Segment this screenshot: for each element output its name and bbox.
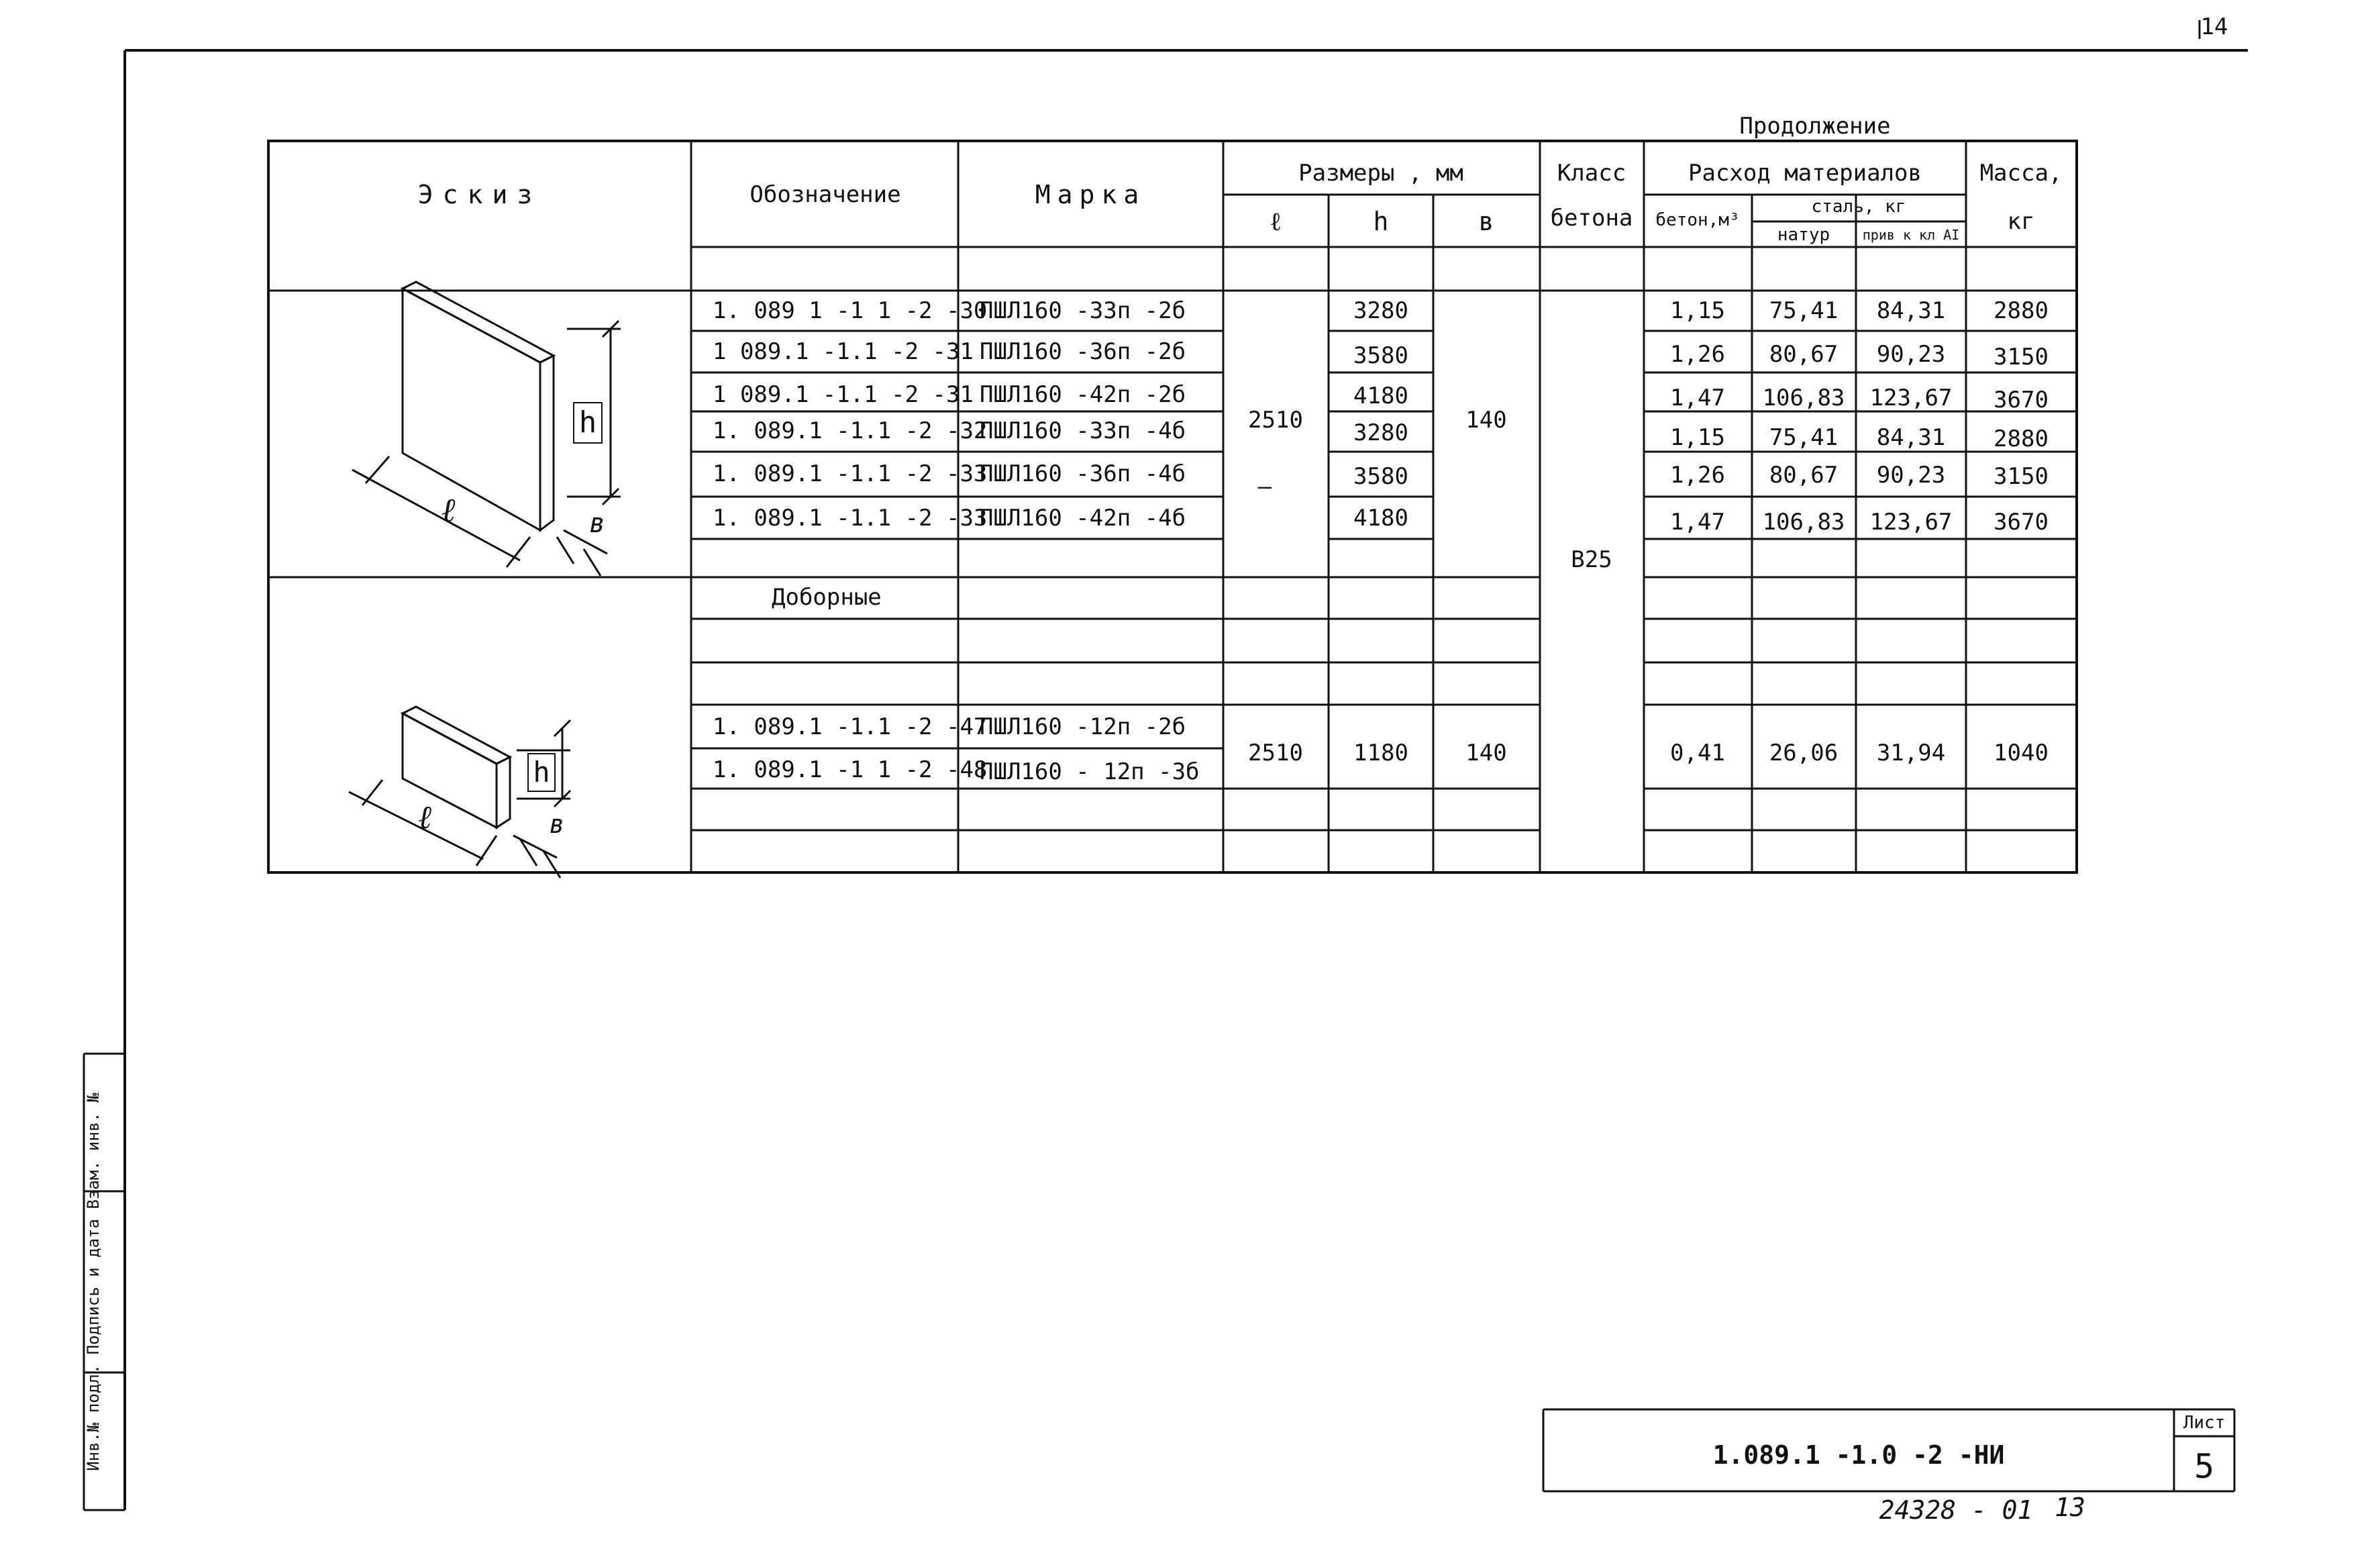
header-mark: Марка (1035, 180, 1146, 209)
row-6-designation: 1. 089.1 -1.1 -2 -33 (713, 505, 988, 532)
row-1-reduced: 84,31 (1876, 297, 1946, 324)
sheet-corner-number: 14 (2200, 13, 2228, 40)
sketch-small-b-label: в (549, 809, 565, 839)
extra-row-1-designation: 1. 089.1 -1.1 -2 -47 (713, 713, 988, 740)
extra-row-2-designation: 1. 089.1 -1 1 -2 -48 (713, 756, 988, 783)
header-concrete-m3: бетон,м³ (1655, 210, 1740, 230)
extra-h: 1180 (1353, 740, 1408, 766)
row-1-designation: 1. 089 1 -1 1 -2 -30 (713, 297, 988, 324)
row-5-mark: ПШЛ160 -36п -4б (980, 460, 1186, 487)
header-mass-2: кг (2007, 208, 2035, 235)
row-4-h: 3280 (1353, 419, 1408, 446)
row-5-concrete: 1,26 (1670, 462, 1725, 489)
row-3-natural: 106,83 (1762, 385, 1845, 411)
row-5-h: 3580 (1353, 463, 1408, 490)
header-dim-l: ℓ (1269, 207, 1282, 236)
header-dim-b: в (1478, 207, 1494, 236)
concrete-class-value: B25 (1571, 546, 1612, 573)
header-dimensions: Размеры , мм (1298, 160, 1463, 187)
row-2-mass: 3150 (1994, 344, 2049, 370)
sketch-small-l-label: ℓ (418, 799, 431, 836)
sketch-large-b-label: в (588, 508, 606, 539)
extra-mass: 1040 (1994, 740, 2049, 766)
main-b-value: 140 (1465, 407, 1507, 434)
header-class-1: Класс (1557, 160, 1626, 187)
header-sketch: Эскиз (417, 180, 542, 209)
row-6-h: 4180 (1353, 505, 1408, 532)
row-5-reduced: 90,23 (1876, 462, 1946, 489)
extra-l: 2510 (1248, 740, 1303, 766)
row-2-reduced: 90,23 (1876, 341, 1946, 368)
doc-code: 1.089.1 -1.0 -2 -НИ (1712, 1440, 2005, 1470)
row-2-h: 3580 (1353, 342, 1408, 369)
header-steel-kg: сталь, кг (1811, 197, 1906, 217)
row-6-concrete: 1,47 (1670, 509, 1725, 536)
row-6-reduced: 123,67 (1869, 509, 1953, 536)
row-1-mark: ПШЛ160 -33п -2б (980, 297, 1186, 324)
row-1-concrete: 1,15 (1670, 297, 1725, 324)
row-2-concrete: 1,26 (1670, 341, 1725, 368)
extra-concrete: 0,41 (1670, 740, 1725, 766)
row-4-reduced: 84,31 (1876, 424, 1946, 451)
sketch-small-h-label: h (533, 756, 550, 789)
row-6-mark: ПШЛ160 -42п -4б (980, 505, 1186, 532)
row-5-natural: 80,67 (1769, 462, 1839, 489)
row-3-concrete: 1,47 (1670, 385, 1725, 411)
row-3-mass: 3670 (1994, 387, 2049, 413)
sheet-label: Лист (2183, 1413, 2226, 1433)
row-4-concrete: 1,15 (1670, 424, 1725, 451)
row-4-designation: 1. 089.1 -1.1 -2 -32 (713, 417, 988, 444)
archive-number: 24328 - 01 (1879, 1495, 2033, 1525)
sketch-large-h-label: h (578, 405, 597, 440)
row-4-mass: 2880 (1994, 426, 2049, 452)
row-3-h: 4180 (1353, 383, 1408, 409)
continuation-label: Продолжение (1739, 113, 1891, 140)
sketch-large-l-label: ℓ (441, 491, 456, 530)
row-1-natural: 75,41 (1769, 297, 1839, 324)
main-l-value: 2510 (1248, 407, 1303, 434)
row-6-mass: 3670 (1994, 509, 2049, 536)
header-dim-h: h (1373, 207, 1389, 236)
extra-b: 140 (1465, 740, 1507, 766)
row-2-natural: 80,67 (1769, 341, 1839, 368)
header-class-2: бетона (1550, 205, 1633, 232)
main-dash: – (1257, 473, 1272, 500)
panel-sketch-small (349, 707, 570, 878)
header-natural: натур (1777, 225, 1830, 245)
extra-row-2-mark: ПШЛ160 - 12п -3б (980, 758, 1200, 785)
row-5-designation: 1. 089.1 -1.1 -2 -33 (713, 460, 988, 487)
extra-natural: 26,06 (1769, 740, 1839, 766)
extra-row-1-mark: ПШЛ160 -12п -2б (980, 713, 1186, 740)
row-4-natural: 75,41 (1769, 424, 1839, 451)
row-2-mark: ПШЛ160 -36п -2б (980, 338, 1186, 365)
row-1-h: 3280 (1353, 297, 1408, 324)
row-2-designation: 1 089.1 -1.1 -2 -31 (713, 338, 974, 365)
row-3-mark: ПШЛ160 -42п -2б (980, 381, 1186, 408)
extra-section-label: Доборные (772, 584, 882, 611)
sheet-number: 5 (2193, 1447, 2215, 1486)
row-6-natural: 106,83 (1762, 509, 1845, 536)
row-5-mass: 3150 (1994, 463, 2049, 490)
footer-page-number: 13 (2055, 1493, 2085, 1522)
header-designation: Обозначение (749, 181, 901, 208)
row-3-designation: 1 089.1 -1.1 -2 -31 (713, 381, 974, 408)
side-stamp: Инв.№ подл. Подпись и дата Взам. инв. № (84, 1093, 103, 1471)
row-4-mark: ПШЛ160 -33п -4б (980, 417, 1186, 444)
header-reduced: прив к кл AI (1862, 227, 1960, 243)
row-1-mass: 2880 (1994, 297, 2049, 324)
row-3-reduced: 123,67 (1869, 385, 1953, 411)
header-mass-1: Масса, (1979, 160, 2063, 187)
header-consumption: Расход материалов (1688, 160, 1922, 187)
extra-reduced: 31,94 (1876, 740, 1946, 766)
